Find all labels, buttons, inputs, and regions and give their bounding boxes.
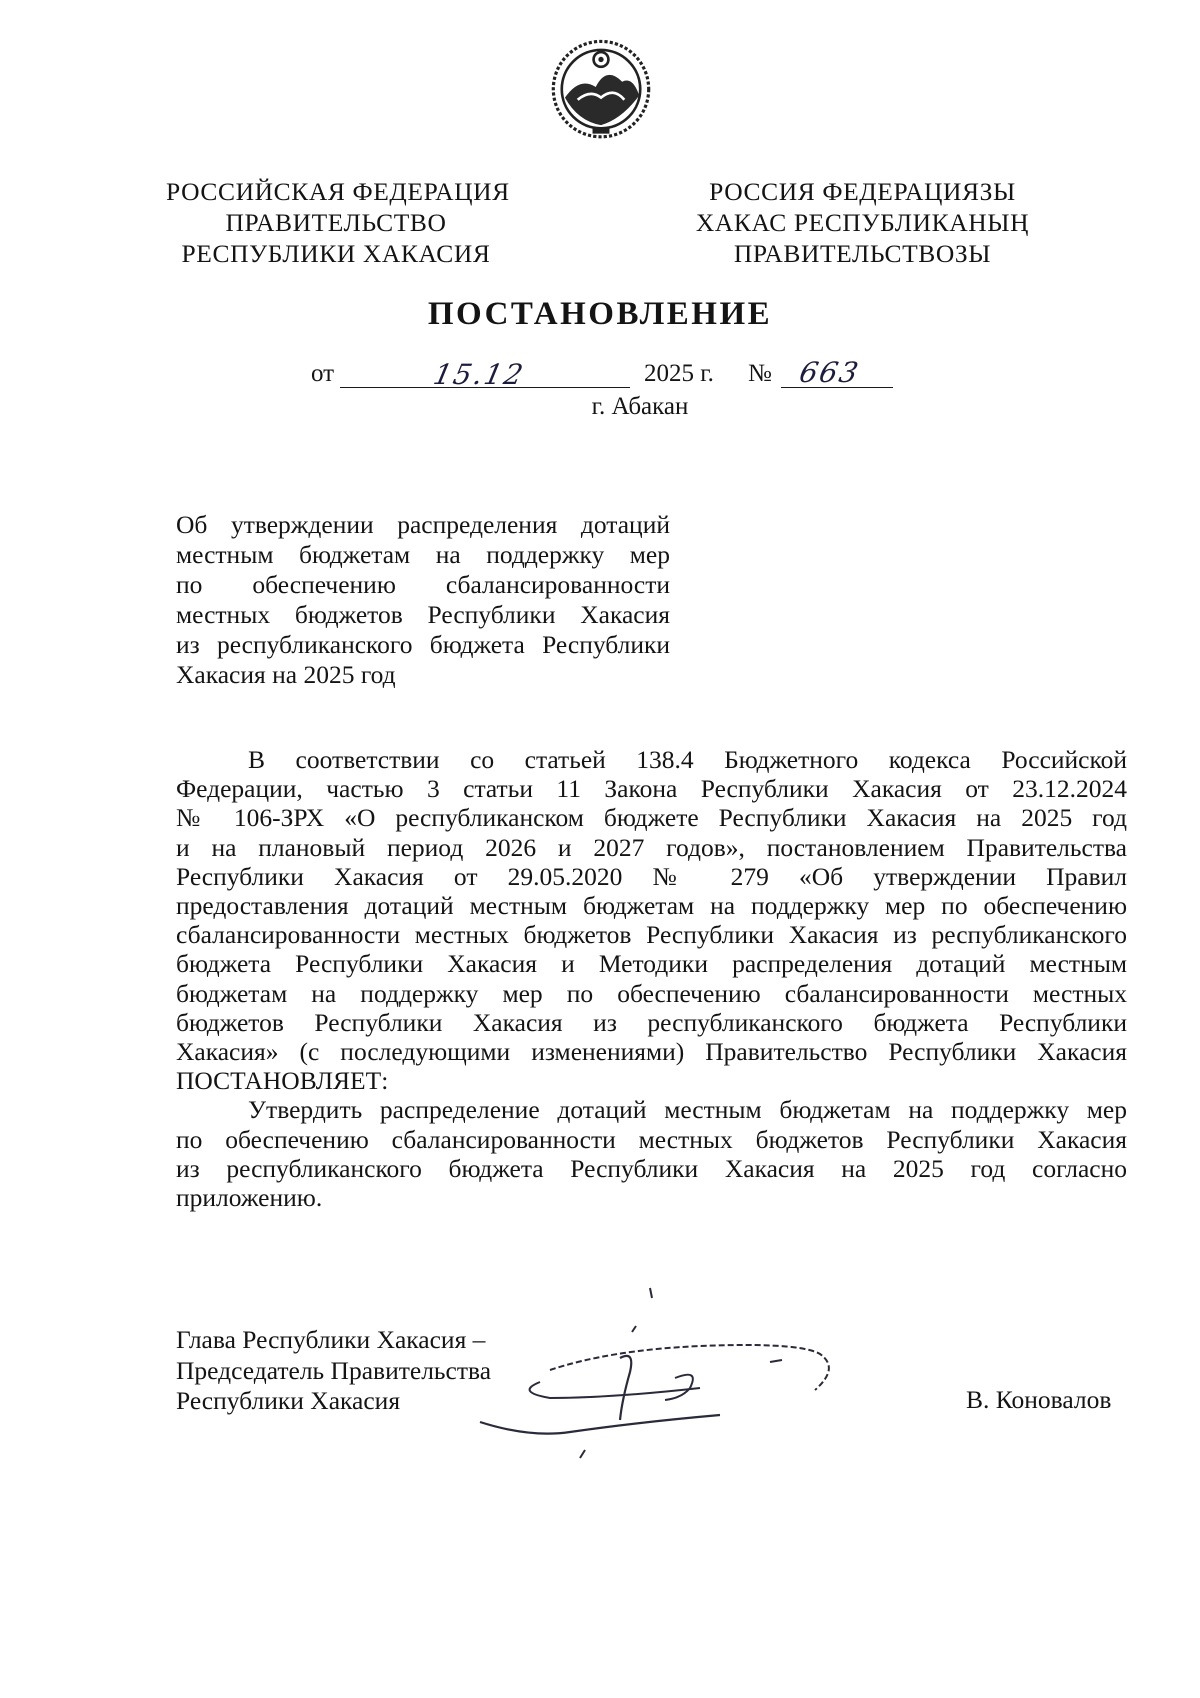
handwritten-date: 15.12: [430, 358, 528, 391]
handwritten-signature: [470, 1280, 910, 1460]
signatory-position-line: Глава Республики Хакасия –: [176, 1325, 486, 1354]
body-line: № 106-ЗРХ «О республиканском бюджете Республики Хакасия на 2025 год: [176, 803, 1127, 833]
body-line: бюджетам на поддержку мер по обеспечению сбалансированности местных: [176, 978, 1127, 1008]
document-subject: [176, 510, 670, 690]
document-body: [176, 745, 1127, 1212]
signatory-name: В. Коновалов: [966, 1385, 1112, 1414]
body-line: бюджетов Республики Хакасия из республиканского бюджета Республики: [176, 1007, 1127, 1037]
body-line: приложению.: [176, 1183, 323, 1213]
date-prefix-label: от: [311, 360, 335, 387]
signatory-position: [176, 1325, 491, 1417]
body-line: ПОСТАНОВЛЯЕТ:: [176, 1066, 389, 1096]
signatory-position-line: Председатель Правительства: [176, 1355, 492, 1385]
header-left-line-2: ПРАВИТЕЛЬСТВО: [225, 208, 447, 237]
number-sign: №: [748, 360, 772, 387]
coat-of-arms-icon: [548, 34, 654, 140]
body-line: Утвердить распределение дотаций местным бюджетам на поддержку мер: [248, 1095, 1127, 1125]
header-left-line-3: РЕСПУБЛИКИ ХАКАСИЯ: [181, 239, 491, 268]
body-line: и на плановый период 2026 и 2027 годов», постановлением Правительства: [176, 832, 1127, 862]
body-line: Хакасия» (с последующими изменениями) Правительство Республики Хакасия: [176, 1037, 1127, 1067]
subject-line: Хакасия на 2025 год: [176, 660, 396, 689]
header-right-line-2: ХАКАС РЕСПУБЛИКАНЫҢ: [695, 208, 1030, 237]
body-line: по обеспечению сбалансированности местных бюджетов Республики Хакасия: [176, 1124, 1127, 1154]
body-line: бюджета Республики Хакасия и Методики распределения дотаций местным: [176, 949, 1127, 979]
header-left: [166, 176, 510, 269]
body-line: В соответствии со статьей 138.4 Бюджетного кодекса Российской: [248, 745, 1127, 774]
body-line: предоставления дотаций местным бюджетам на поддержку мер по обеспечению: [176, 891, 1127, 921]
city-label: г. Абакан: [591, 393, 689, 420]
signatory-position-line: Республики Хакасия: [176, 1386, 401, 1415]
subject-line: Об утверждении распределения дотаций: [176, 510, 670, 539]
subject-line: по обеспечению сбалансированности: [176, 570, 670, 599]
header-right: [690, 176, 1035, 269]
subject-line: местным бюджетам на поддержку мер: [176, 540, 670, 569]
handwritten-number: 663: [796, 356, 863, 389]
header-right-line-1: РОССИЯ ФЕДЕРАЦИЯЗЫ: [709, 177, 1016, 206]
body-line: сбалансированности местных бюджетов Республики Хакасия из республиканского: [176, 920, 1127, 950]
header-right-line-3: ПРАВИТЕЛЬСТВОЗЫ: [733, 239, 992, 268]
subject-line: местных бюджетов Республики Хакасия: [176, 600, 670, 629]
header-left-line-1: РОССИЙСКАЯ ФЕДЕРАЦИЯ: [166, 177, 510, 206]
body-line: Республики Хакасия от 29.05.2020 № 279 «Об утверждении Правил: [176, 861, 1127, 891]
document-title: ПОСТАНОВЛЕНИЕ: [427, 296, 773, 332]
body-line: из республиканского бюджета Республики Хакасия на 2025 год согласно: [176, 1153, 1127, 1183]
year-label: 2025 г.: [644, 360, 714, 387]
body-line: Федерации, частью 3 статьи 11 Закона Республики Хакасия от 23.12.2024: [176, 774, 1127, 804]
subject-line: из республиканского бюджета Республики: [176, 630, 670, 659]
